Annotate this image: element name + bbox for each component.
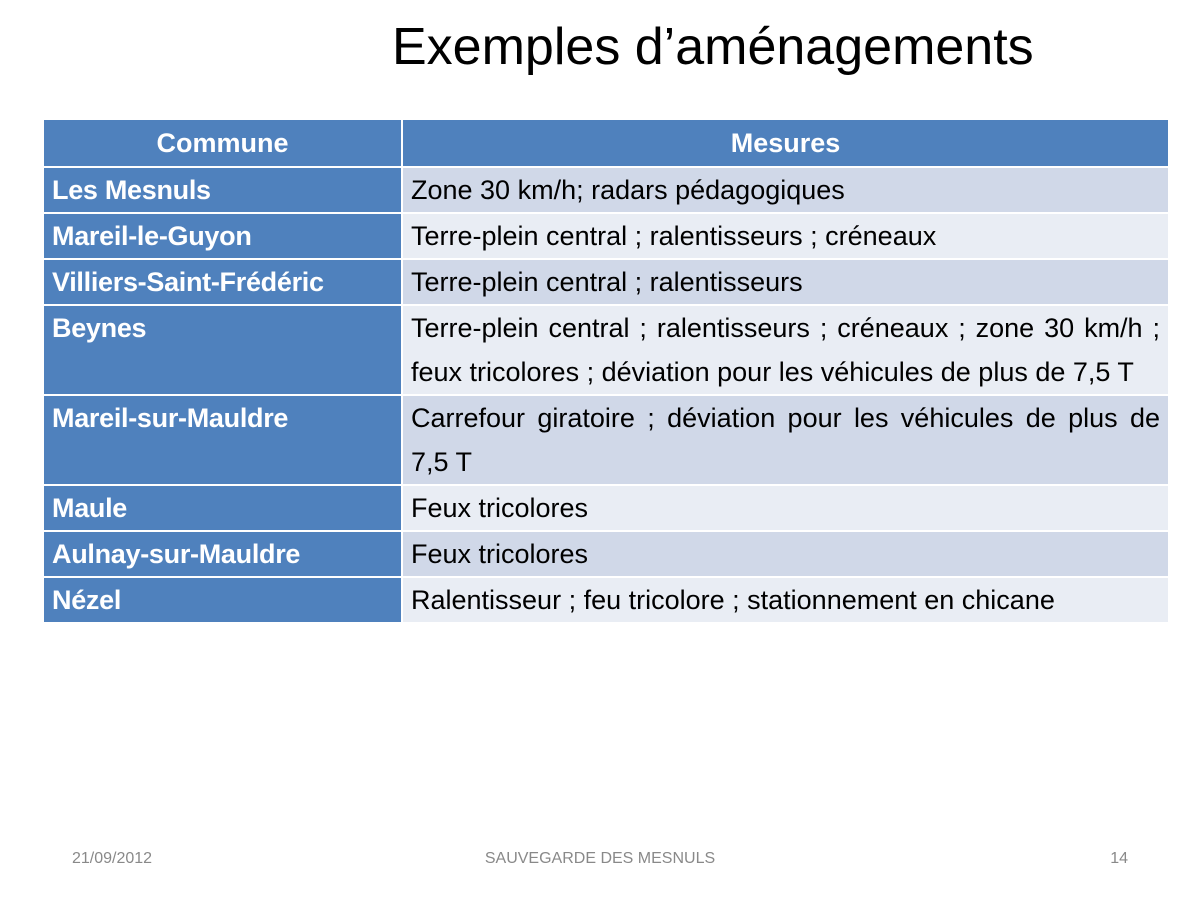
table-row bbox=[43, 167, 1169, 213]
commune-cell: Beynes bbox=[43, 305, 402, 395]
mesures-cell: Zone 30 km/h; radars pédagogiques bbox=[402, 167, 1169, 213]
mesures-cell: Carrefour giratoire ; déviation pour les véhicules de plus de 7,5 T bbox=[402, 395, 1169, 485]
header-commune: Commune bbox=[43, 119, 402, 167]
header-mesures: Mesures bbox=[402, 119, 1169, 167]
slide-title: Exemples d’aménagements bbox=[392, 18, 1034, 76]
commune-cell: Maule bbox=[43, 485, 402, 531]
commune-cell: Aulnay-sur-Mauldre bbox=[43, 531, 402, 577]
mesures-cell: Feux tricolores bbox=[402, 485, 1169, 531]
commune-cell: Mareil-le-Guyon bbox=[43, 213, 402, 259]
commune-cell: Villiers-Saint-Frédéric bbox=[43, 259, 402, 305]
mesures-cell: Feux tricolores bbox=[402, 531, 1169, 577]
table-header-row bbox=[43, 119, 1169, 167]
table-row bbox=[43, 259, 1169, 305]
footer-date: 21/09/2012 bbox=[72, 850, 153, 867]
commune-cell: Les Mesnuls bbox=[43, 167, 402, 213]
footer-page-number: 14 bbox=[1110, 850, 1128, 867]
footer-organization: SAUVEGARDE DES MESNULS bbox=[484, 850, 716, 867]
commune-cell: Mareil-sur-Mauldre bbox=[43, 395, 402, 485]
mesures-cell: Ralentisseur ; feu tricolore ; stationnement en chicane bbox=[402, 577, 1169, 623]
mesures-cell: Terre-plein central ; ralentisseurs bbox=[402, 259, 1169, 305]
commune-cell: Nézel bbox=[43, 577, 402, 623]
table-row bbox=[43, 213, 1169, 259]
table-row bbox=[43, 395, 1169, 485]
mesures-cell: Terre-plein central ; ralentisseurs ; créneaux bbox=[402, 213, 1169, 259]
table-row bbox=[43, 305, 1169, 395]
table-row bbox=[43, 577, 1169, 623]
table-row bbox=[43, 531, 1169, 577]
mesures-cell: Terre-plein central ; ralentisseurs ; créneaux ; zone 30 km/h ; feux tricolores ; déviation pour les véhicules de plus de 7,5 T bbox=[402, 305, 1169, 395]
measures-table bbox=[42, 118, 1170, 624]
table-row bbox=[43, 485, 1169, 531]
